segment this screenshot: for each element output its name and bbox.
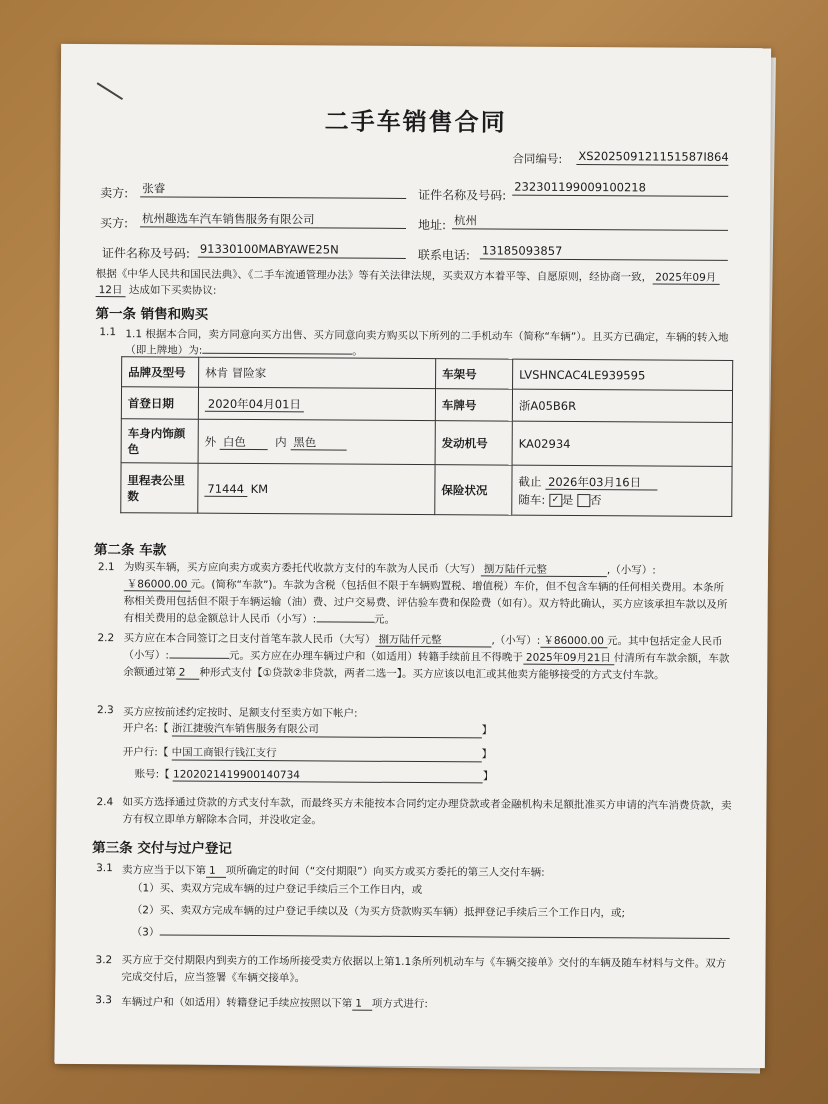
- clause-3-3-b: 项方式进行:: [371, 997, 429, 1011]
- no-label: 否: [589, 492, 602, 507]
- insurance-label: 保险状况: [435, 465, 512, 515]
- bank-row: [123, 744, 492, 762]
- clause-2-1-text: [124, 559, 734, 631]
- clause-2-2-number: 2.2: [97, 632, 115, 645]
- clause-2-1-amount: ￥86000.00: [124, 578, 191, 591]
- clause-2-2-b: 元。其中包括定金人民币（小写）:: [123, 635, 723, 662]
- phone-label: 联系电话:: [417, 248, 470, 263]
- table-row: [122, 357, 733, 391]
- option-2: （2）买、卖双方完成车辆的过户登记手续以及（为买方贷款购买车辆）抵押登记手续后三个工作日内，或;: [131, 904, 626, 920]
- table-row: [121, 463, 732, 517]
- article-3-heading: 第三条 交付与过户登记: [92, 840, 232, 857]
- reg-date-label: 首登日期: [121, 387, 198, 419]
- clause-1-1-number: 1.1: [99, 326, 117, 339]
- clause-3-3-item: 1: [352, 998, 372, 1011]
- clause-3-3-number: 3.3: [95, 994, 113, 1007]
- clause-2-3-text: 买方应按前述约定按时、足额支付至卖方如下帐户:: [123, 706, 358, 720]
- insurance-cell: [512, 465, 732, 516]
- clause-2-1-number: 2.1: [97, 561, 115, 574]
- brand-value: 林肯 冒险家: [199, 357, 436, 388]
- clause-2-2-amount-cn: 捌万陆仟元整: [375, 634, 491, 648]
- clause-2-1-amount-cn: 捌万陆仟元整: [481, 563, 607, 577]
- clause-3-1-a: 卖方应当于以下第: [122, 864, 207, 877]
- account-no-label: 账号:【: [134, 768, 170, 781]
- clause-2-1-small: ,（小写）:: [606, 564, 656, 577]
- clause-3-1-text: [122, 862, 545, 880]
- clause-1-1-location-label: （即上牌地）为:: [125, 344, 203, 357]
- plate-label: 车牌号: [435, 389, 512, 421]
- table-row: [121, 387, 732, 423]
- plate-value: 浙A05B6R: [512, 389, 732, 422]
- engine-label: 发动机号: [435, 421, 512, 465]
- deposit-blank: [169, 648, 229, 659]
- clause-2-1-b: 元。(简称“车款”)。车款为含税（包括但不限于车辆购置税、增值税）车价，但不包含车辆的任何相关费用。本条所称相关费用包括但不限于车辆运输（油）费、过户交易费、评估验车费和保险费（如有）。双方特此确认，买方应该承担车款以及所有相关费用的总金额总计人民币（小写）:: [123, 578, 728, 626]
- mileage-label: 里程表公里数: [121, 463, 198, 513]
- option-1: （1）买、卖双方完成车辆的过户登记手续后三个工作日内，或: [131, 882, 423, 897]
- close-bracket: 】: [481, 748, 493, 761]
- account-name-label: 开户名:【: [122, 722, 169, 735]
- vehicle-table: [120, 356, 733, 517]
- clause-2-2-c: 元。买方应在办理车辆过户和（如适用）转籍手续前且不得晚于: [228, 649, 523, 664]
- clause-2-2-date: 2025年09月21日: [523, 652, 614, 666]
- account-no-row: [135, 766, 494, 783]
- intro-date-2: 12日: [96, 284, 126, 297]
- engine-value: KA02934: [512, 421, 732, 466]
- intro-date: 2025年09月: [652, 271, 719, 284]
- clause-3-3-a: 车辆过户和（如适用）转籍登记手续应按照以下第: [121, 996, 353, 1010]
- clause-3-2-number: 3.2: [95, 954, 113, 967]
- clause-1-1-end: 。: [352, 345, 363, 358]
- buyer-name: 杭州趣选车汽车销售服务有限公司: [140, 211, 406, 229]
- clause-2-2-text: [123, 630, 733, 685]
- clause-3-3-text: [121, 994, 428, 1011]
- seller-id-label: 证件名称及号码:: [418, 188, 507, 203]
- reg-date-value: 2020年04月01日: [205, 396, 304, 412]
- exterior-color: 白色: [220, 434, 268, 449]
- clause-3-1-b: 项所确定的时间（“交付期限”）向买方或买方委托的第三人交付车辆:: [225, 864, 545, 879]
- clause-3-1-number: 3.1: [96, 862, 113, 875]
- address: 杭州: [452, 213, 728, 231]
- insurance-with-car: [518, 491, 725, 508]
- interior-color: 黑色: [290, 435, 346, 450]
- intro-b: 达成如下买卖协议:: [128, 284, 217, 297]
- address-label: 地址:: [417, 218, 447, 233]
- seller-id: 232301199009100218: [512, 180, 728, 197]
- clause-2-2-way: 2: [176, 667, 200, 680]
- intro-text-2: [96, 282, 217, 298]
- brand-label: 品牌及型号: [122, 357, 199, 387]
- seller-label: 卖方:: [100, 186, 129, 201]
- with-car-label: 随车:: [518, 492, 546, 507]
- clause-2-4-text: 如买方选择通过贷款的方式支付车款，而最终买方未能按本合同约定办理贷款或者金融机构未足额批准买方申请的汽车消费贷款，卖方有权立即单方解除本合同，并没收定金。: [122, 796, 732, 827]
- mileage-value: 71444: [204, 481, 247, 496]
- option-3-blank: [159, 924, 729, 938]
- bank-name: 中国工商银行钱江支行: [172, 745, 482, 763]
- contract-page: [55, 44, 771, 1068]
- account-name: 浙江捷骏汽车销售服务有限公司: [172, 721, 482, 739]
- exterior-prefix: 外: [204, 434, 217, 449]
- reg-date-cell: [198, 387, 435, 420]
- article-1-heading: 第一条 销售和购买: [95, 306, 209, 323]
- table-row: [121, 419, 732, 467]
- clause-2-2-a: 买方应在本合同签订之日支付首笔车款人民币（大写）: [123, 632, 376, 646]
- color-cell: [198, 419, 435, 464]
- vin-value: LVSHNCAC4LE939595: [513, 359, 733, 390]
- buyer-id: 91330100MABYAWE25N: [198, 242, 406, 259]
- buyer-label: 买方:: [99, 216, 129, 231]
- yes-checkbox[interactable]: ✓: [549, 493, 562, 506]
- buyer-id-label: 证件名称及号码:: [101, 246, 190, 261]
- clause-2-1-c: 元。: [374, 613, 396, 626]
- page-title: 二手车销售合同: [324, 107, 507, 137]
- clause-2-2-e: 种形式支付【①贷款②非贷款，两者二选一】。买方应该以电汇或其他卖方能够接受的方式支付车款。: [199, 666, 665, 682]
- mileage-unit: KM: [250, 481, 269, 496]
- no-checkbox[interactable]: [577, 494, 590, 507]
- insurance-until-prefix: 截止: [518, 474, 542, 489]
- phone: 13185093857: [480, 243, 728, 261]
- account-name-row: [123, 720, 492, 738]
- clause-1-1-text: 1.1 根据本合同，卖方同意向买方出售、买方同意向卖方购买以下所列的二手机动车（简称“车辆”）。且买方已确定，车辆的转入地: [125, 328, 729, 344]
- option-3: [132, 924, 730, 943]
- color-label: 车身内饰颜色: [121, 419, 198, 463]
- clause-2-3-number: 2.3: [97, 704, 114, 717]
- yes-label: 是: [561, 492, 574, 507]
- total-blank: [316, 611, 374, 622]
- bank-label: 开户行:【: [122, 746, 169, 759]
- close-bracket: 】: [483, 770, 494, 783]
- location-blank: [202, 343, 352, 355]
- insurance-until: [518, 473, 725, 490]
- intro-a: 根据《中华人民共和国民法典》、《二手车流通管理办法》等有关法律法规，买卖双方本着平等、自愿原则，经协商一致，: [95, 268, 653, 284]
- insurance-until-date: 2026年03月16日: [545, 474, 657, 490]
- option-3-label: （3）: [131, 926, 160, 939]
- pen-mark: [97, 82, 123, 100]
- article-2-heading: 第二条 车款: [93, 542, 167, 559]
- clause-2-2-d: 付清所有车款余额，车款余额通过第: [123, 652, 730, 679]
- contract-no: XS202509121151587I864: [576, 149, 728, 166]
- contract-no-label: 合同编号:: [512, 151, 563, 166]
- account-no: 1202021419900140734: [173, 769, 483, 784]
- seller-name: 张睿: [140, 181, 406, 199]
- clause-2-1-a: 为购买车辆，买方应向卖方或卖方委托代收款方支付的车款为人民币（大写）: [123, 561, 481, 576]
- vin-label: 车架号: [436, 359, 513, 389]
- mileage-cell: [198, 463, 435, 514]
- close-bracket: 】: [481, 724, 493, 737]
- clause-2-2-small: ,（小写）:: [491, 634, 541, 647]
- clause-2-2-amount: ￥86000.00: [540, 635, 607, 648]
- clause-2-4-number: 2.4: [96, 796, 114, 809]
- clause-3-2-text: 买方应于交付期限内到卖方的工作场所接受卖方依据以上第1.1条所列机动车与《车辆交接单》交付的车辆及随车材料与文件。双方完成交付后，应当签署《车辆交接单》。: [121, 954, 727, 985]
- interior-prefix: 内: [275, 434, 287, 449]
- clause-3-1-item: 1: [206, 865, 226, 878]
